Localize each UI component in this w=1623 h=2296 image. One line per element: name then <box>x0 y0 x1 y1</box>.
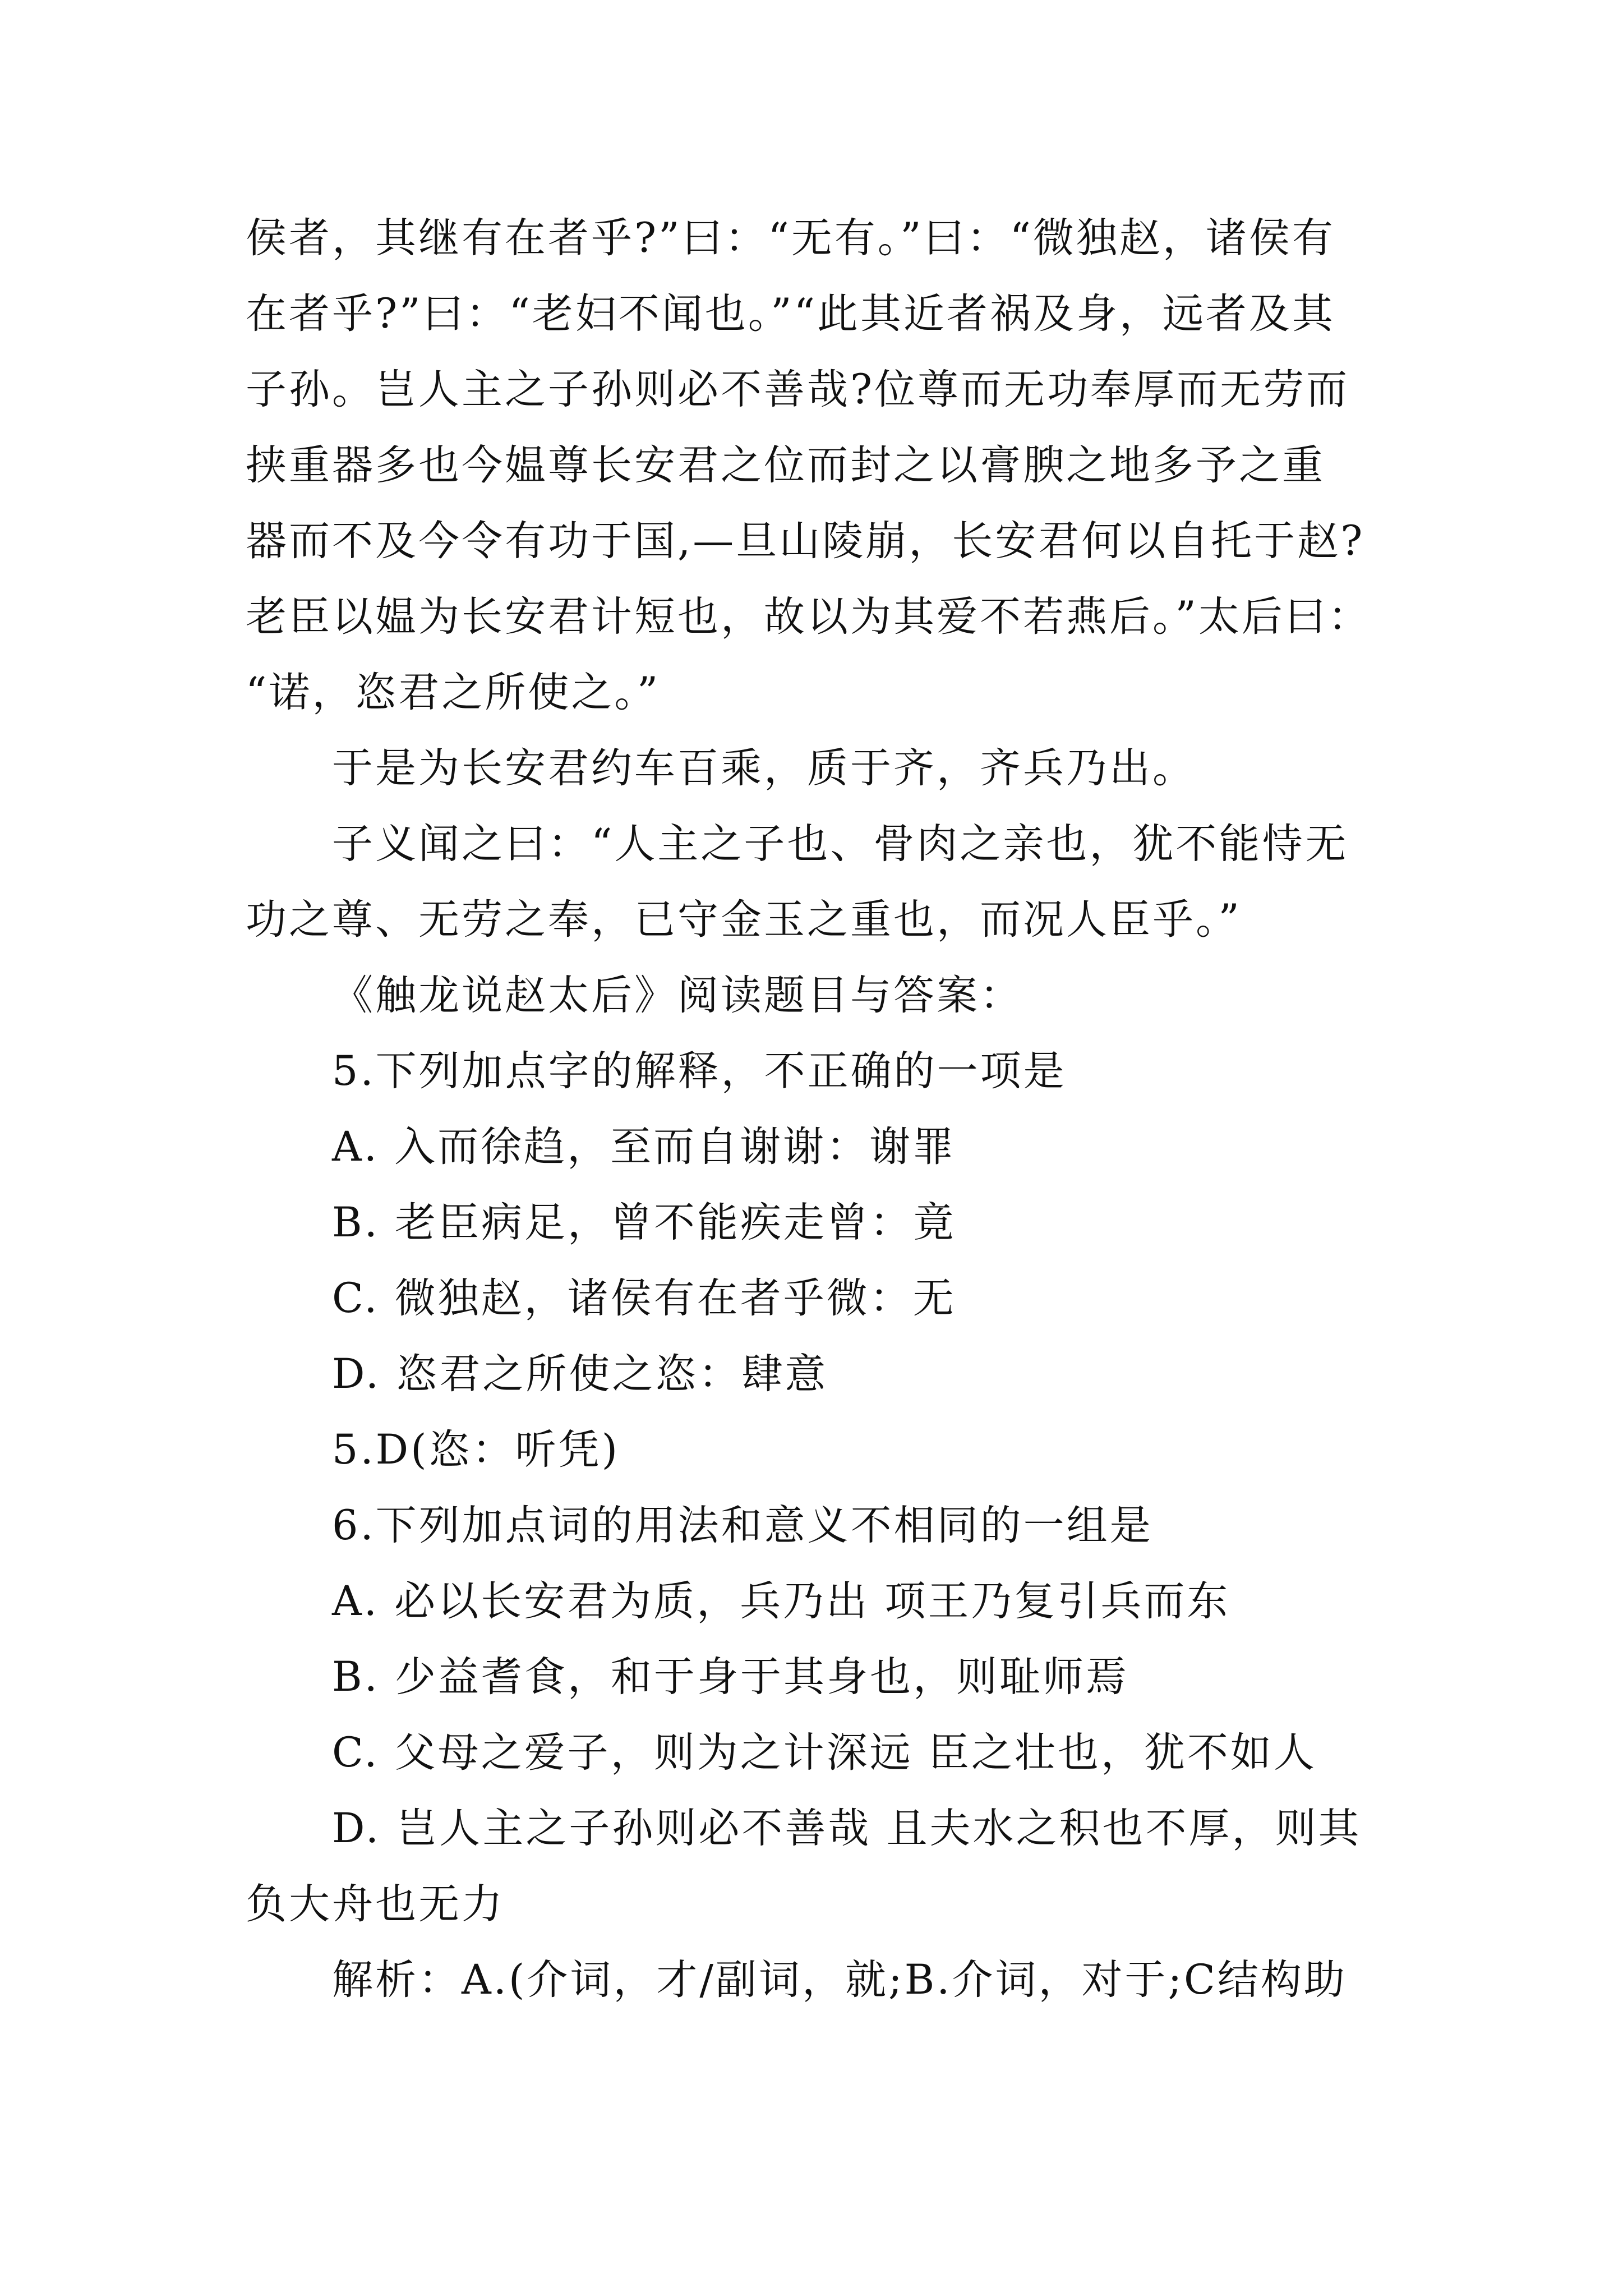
text-line: 子义闻之曰：“人主之子也、骨肉之亲也，犹不能恃无 <box>332 820 1349 868</box>
text-line: 负大舟也无力 <box>246 1880 505 1928</box>
text-line: 侯者，其继有在者乎?”曰：“无有。”曰：“微独赵，诸侯有 <box>246 214 1335 262</box>
section-heading: 《触龙说赵太后》阅读题目与答案： <box>332 972 1023 1019</box>
text-line: “诺，恣君之所使之。” <box>246 669 661 716</box>
option-b: B. 老臣病足，曾不能疾走曾：竟 <box>332 1199 957 1246</box>
answer-5: 5.D(恣：听凭) <box>332 1426 620 1474</box>
text-line: 挟重器多也今媪尊长安君之位而封之以膏腴之地多予之重 <box>246 441 1325 489</box>
option-b: B. 少益耆食，和于身于其身也，则耻师焉 <box>332 1653 1129 1701</box>
text-line: 功之尊、无劳之奉，已守金玉之重也，而况人臣乎。” <box>246 896 1242 944</box>
option-d: D. 岂人主之子孙则必不善哉 且夫水之积也不厚，则其 <box>332 1805 1362 1852</box>
text-line: 老臣以媪为长安君计短也，故以为其爱不若燕后。”太后曰： <box>246 593 1371 641</box>
option-a: A. 必以长安君为质，兵乃出 项王乃复引兵而东 <box>332 1577 1230 1625</box>
text-line: 在者乎?”曰：“老妇不闻也。”“此其近者祸及身，远者及其 <box>246 290 1335 338</box>
text-line: 于是为长安君约车百乘，质于齐，齐兵乃出。 <box>332 744 1196 792</box>
option-c: C. 父母之爱子，则为之计深远 臣之壮也，犹不如人 <box>332 1729 1317 1777</box>
text-line: 子孙。岂人主之子孙则必不善哉?位尊而无功奉厚而无劳而 <box>246 366 1350 413</box>
text-line: 器而不及今令有功于国,—旦山陵崩，长安君何以自托于赵? <box>246 517 1365 565</box>
question-6: 6.下列加点词的用法和意义不相同的一组是 <box>332 1502 1153 1549</box>
option-a: A. 入而徐趋，至而自谢谢：谢罪 <box>332 1123 956 1171</box>
question-5: 5.下列加点字的解释，不正确的一项是 <box>332 1047 1067 1095</box>
analysis-line: 解析：A.(介词，才/副词，就;B.介词，对于;C结构助 <box>332 1956 1347 2004</box>
option-d: D. 恣君之所使之恣：肆意 <box>332 1350 828 1398</box>
option-c: C. 微独赵，诸侯有在者乎微：无 <box>332 1274 956 1322</box>
